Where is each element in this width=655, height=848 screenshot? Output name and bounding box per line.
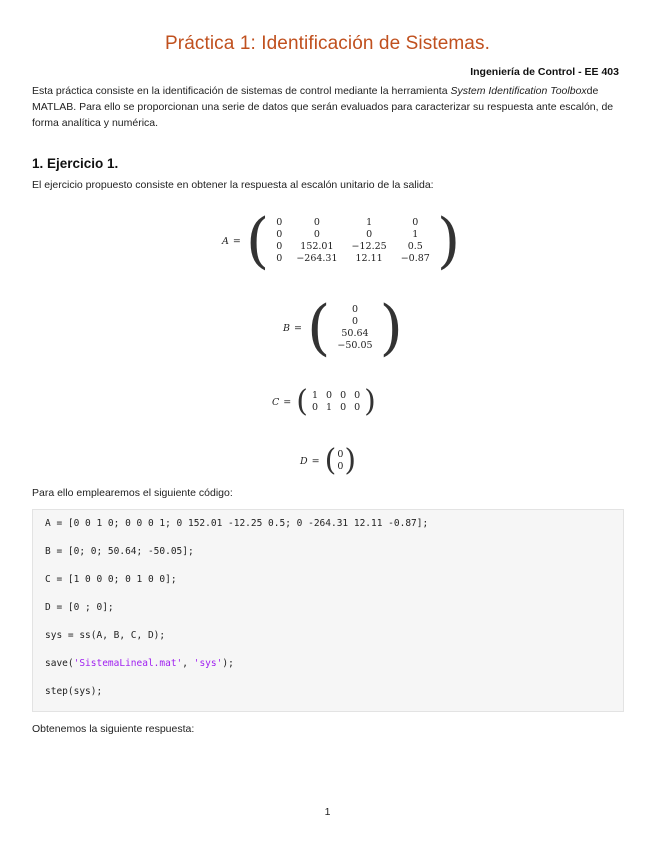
matrix-cell: 50.64: [341, 328, 369, 339]
intro-text-part2: de MATLAB. Para ello se proporcionan una serie de datos que serán evaluados para caracterizar su respuesta ante escalón, de forma analítica y numérica.: [32, 85, 614, 129]
page-title: Práctica 1: Identificación de Sistemas.: [165, 33, 490, 54]
code-line: C = [1 0 0 0; 0 1 0 0];: [45, 574, 177, 585]
equals-sign: =: [293, 322, 302, 334]
matrix-cell: 0: [354, 390, 361, 401]
matrix-cell: 0: [366, 229, 373, 240]
code-line: A = [0 0 1 0; 0 0 0 1; 0 152.01 -12.25 0.5; 0 -264.31 12.11 -0.87];: [45, 518, 429, 529]
matrix-cell: 0: [276, 241, 283, 252]
matrix-cell: 1: [326, 402, 333, 413]
matrix-cell: 0: [276, 229, 283, 240]
matrix-a-equation: [222, 206, 461, 276]
matrix-b: [330, 304, 379, 352]
left-paren: (: [324, 443, 337, 478]
matrix-a-label: A: [222, 235, 229, 247]
code-token: ,: [182, 658, 194, 669]
matrix-b-label: B: [283, 322, 290, 334]
right-paren: ): [379, 293, 403, 363]
section-heading: 1. Ejercicio 1.: [32, 156, 119, 171]
equals-sign: =: [232, 235, 241, 247]
matrix-cell: 1: [366, 217, 373, 228]
matrix-cell: 0: [313, 229, 320, 240]
matrix-cell: 0: [337, 449, 344, 460]
left-paren: (: [306, 293, 331, 363]
matrix-c: [308, 390, 364, 414]
matrix-cell: 12.11: [355, 253, 383, 264]
section-paragraph: El ejercicio propuesto consiste en obtener la respuesta al escalón unitario de la salida:: [32, 179, 434, 191]
equals-sign: =: [283, 396, 292, 408]
matrix-cell: −12.25: [351, 241, 387, 252]
right-paren: ): [436, 206, 461, 276]
left-paren: (: [296, 384, 308, 419]
equals-sign: =: [311, 455, 320, 467]
matrix-cell: 1: [311, 390, 319, 401]
intro-paragraph: [32, 83, 622, 131]
intro-tool-name: System Identification Toolbox: [450, 85, 587, 97]
code-line: D = [0 ; 0];: [45, 602, 114, 613]
matrix-cell: 0: [276, 253, 283, 264]
code-token: );: [222, 658, 234, 669]
code-line: [45, 658, 234, 669]
matrix-c-label: C: [272, 396, 280, 408]
matrix-a: [269, 217, 437, 265]
code-intro-text: Para ello emplearemos el siguiente código:: [32, 487, 233, 499]
matrix-cell: 0: [340, 390, 347, 401]
matrix-cell: 0: [412, 217, 419, 228]
matrix-b-equation: [283, 293, 403, 363]
intro-text-part1: Esta práctica consiste en la identificación de sistemas de control mediante la herramienta: [32, 85, 451, 97]
matrix-cell: −50.05: [337, 340, 373, 351]
matrix-d-label: D: [300, 455, 308, 467]
matrix-cell: −264.31: [296, 253, 338, 264]
matrix-cell: 0: [313, 217, 320, 228]
matrix-d-equation: [300, 443, 357, 478]
code-string: 'SistemaLineal.mat': [73, 658, 183, 669]
matrix-c-equation: [272, 384, 376, 419]
code-token: save(: [45, 658, 74, 669]
matrix-cell: 0: [276, 217, 283, 228]
result-text: Obtenemos la siguiente respuesta:: [32, 723, 195, 735]
matrix-cell: 0: [326, 390, 333, 401]
code-block: [32, 509, 624, 712]
code-line: sys = ss(A, B, C, D);: [45, 630, 166, 641]
matrix-cell: 0: [354, 402, 361, 413]
right-paren: ): [344, 443, 357, 478]
matrix-cell: 0: [340, 402, 347, 413]
code-string: 'sys': [193, 658, 223, 669]
code-line: B = [0; 0; 50.64; -50.05];: [45, 546, 194, 557]
matrix-cell: −0.87: [400, 253, 430, 264]
matrix-cell: 0: [351, 316, 358, 327]
matrix-d: [336, 449, 344, 473]
matrix-cell: 0.5: [407, 241, 423, 252]
left-paren: (: [245, 206, 270, 276]
page-number: 1: [324, 806, 331, 818]
code-line: step(sys);: [45, 686, 103, 697]
matrix-cell: 0: [337, 461, 344, 472]
matrix-cell: 152.01: [300, 241, 334, 252]
course-subtitle: Ingeniería de Control - EE 403: [470, 66, 619, 78]
matrix-cell: 0: [351, 304, 358, 315]
right-paren: ): [364, 384, 376, 419]
matrix-cell: 1: [412, 229, 419, 240]
matrix-cell: 0: [311, 402, 319, 413]
